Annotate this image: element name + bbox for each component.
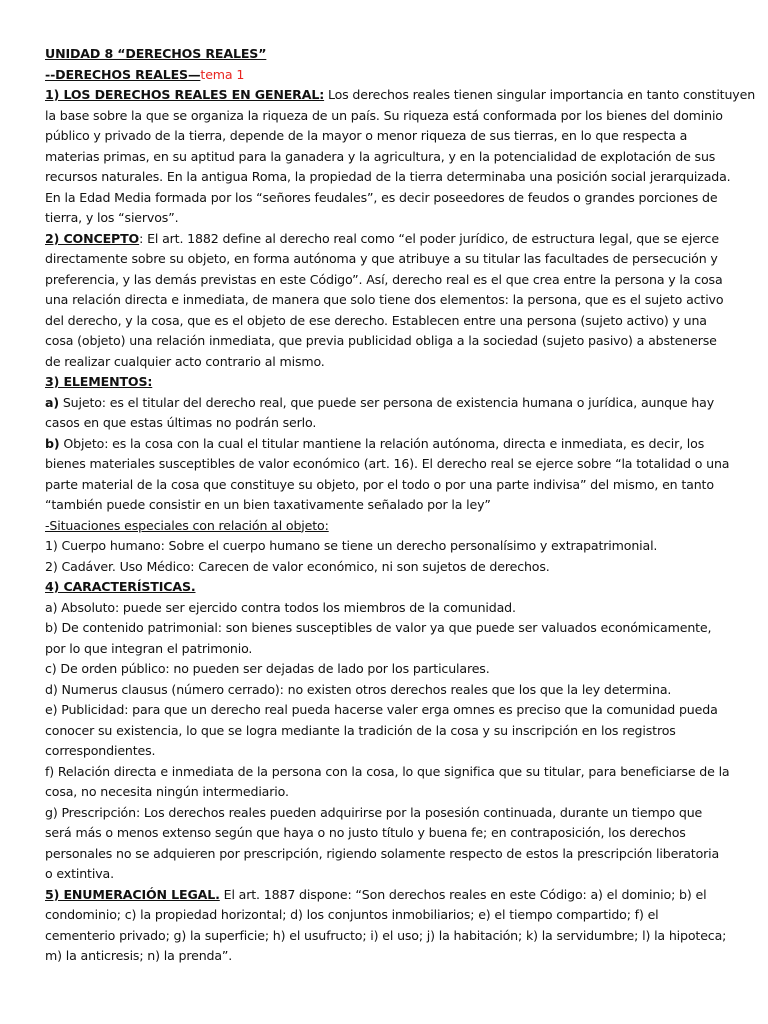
- section-4-heading: 4) CARACTERÍSTICAS.: [45, 579, 196, 594]
- list-item: a) Absoluto: puede ser ejercido contra todos los miembros de la comunidad.: [45, 599, 516, 615]
- list-item: b) De contenido patrimonial: son bienes susceptibles de valor ya que puede ser valuados económicamente,: [45, 620, 712, 635]
- paragraph-line: cosa (objeto) una relación inmediata, que previa publicidad obliga a la sociedad (sujeto pasivo) a abstenerse: [45, 333, 717, 348]
- list-item: f) Relación directa e inmediata de la persona con la cosa, lo que significa que su titular, para beneficiarse de la: [45, 763, 730, 779]
- paragraph-line: En la Edad Media formada por los “señores feudales”, es decir poseedores de feudos o grandes porciones de: [45, 189, 718, 205]
- paragraph-line: directamente sobre su objeto, en forma autónoma y que atribuye a su titular las facultades de persecución y: [45, 251, 718, 266]
- section-1-heading: 1) LOS DERECHOS REALES EN GENERAL:: [45, 87, 325, 102]
- subtitle-note: tema 1: [200, 66, 245, 82]
- list-item: 2) Cadáver. Uso Médico: Carecen de valor económico, ni son sujetos de derechos.: [45, 558, 550, 574]
- paragraph-line: parte material de la cosa que constituye su objeto, por el todo o por una parte indivisa” del mismo, en tanto: [45, 476, 714, 492]
- paragraph-line: por lo que integran el patrimonio.: [45, 640, 253, 656]
- paragraph-line: Objeto: es la cosa con la cual el titular mantiene la relación autónoma, directa e inmediata, es decir, los: [59, 435, 705, 451]
- paragraph-line: : El art. 1882 define al derecho real como “el poder jurídico, de estructura legal, que se ejerce: [139, 230, 719, 246]
- paragraph-line: público y privado de la tierra, depende de la mayor o menor riqueza de sus tierras, en lo que respecta a: [45, 128, 688, 143]
- document-subtitle: [45, 65, 735, 86]
- paragraph-line: será más o menos extenso según que haya o no justo título y buena fe; en contraposición, los derechos: [45, 825, 686, 840]
- list-item: e) Publicidad: para que un derecho real pueda hacerse valer erga omnes es preciso que la comunidad pueda: [45, 702, 718, 717]
- paragraph-line: preferencia, y las demás previstas en este Código”. Así, derecho real es el que crea entre la persona y la cosa: [45, 271, 723, 287]
- paragraph-line: tierra, y los “siervos”.: [45, 210, 179, 225]
- paragraph-line: conocer su existencia, lo que se logra mediante la tradición de la cosa y su inscripción en los registros: [45, 722, 676, 738]
- paragraph-line: del derecho, y la cosa, que es el objeto de ese derecho. Establecen entre una persona (sujeto activo) y una: [45, 312, 707, 328]
- paragraph-line: o extintiva.: [45, 866, 114, 881]
- element-a-first-line: [45, 393, 735, 414]
- paragraph-line: una relación directa e inmediata, de manera que solo tiene dos elementos: la persona, que es el sujeto activo: [45, 292, 724, 307]
- list-item: d) Numerus clausus (número cerrado): no existen otros derechos reales que los que la ley determina.: [45, 681, 672, 697]
- paragraph-line: materias primas, en su aptitud para la ganadera y la agricultura, y en la potencialidad de explotación de sus: [45, 148, 716, 164]
- title-text: UNIDAD 8 “DERECHOS REALES”: [45, 46, 267, 61]
- paragraph-line: casos en que estas últimas no podrán serlo.: [45, 415, 317, 430]
- document-page: [45, 44, 756, 967]
- paragraph-line: Sujeto: es el titular del derecho real, que puede ser persona de existencia humana o jurídica, aunque hay: [58, 394, 715, 410]
- paragraph-line: de realizar cualquier acto contrario al mismo.: [45, 353, 325, 369]
- paragraph-line: condominio; c) la propiedad horizontal; d) los conjuntos inmobiliarios; e) el tiempo compartido; f) el: [45, 907, 659, 922]
- document-title: [45, 44, 735, 65]
- paragraph-line: cosa, no necesita ningún intermediario.: [45, 784, 289, 799]
- paragraph-line: cementerio privado; g) la superficie; h) el usufructo; i) el uso; j) la habitación; k) la servidumbre; l) la hipoteca;: [45, 927, 727, 943]
- list-item: 1) Cuerpo humano: Sobre el cuerpo humano se tiene un derecho personalísimo y extrapatrimonial.: [45, 538, 658, 553]
- section-5-heading: 5) ENUMERACIÓN LEGAL.: [45, 886, 220, 902]
- section-2-first-line: [45, 229, 735, 250]
- section-3-heading-line: [45, 372, 735, 393]
- element-a-label: a): [45, 394, 59, 410]
- paragraph-line: la base sobre la que se organiza la riqueza de un país. Su riqueza está conformada por los bienes del dominio: [45, 107, 723, 123]
- section-1-first-line: [45, 85, 756, 106]
- section-3-heading: 3) ELEMENTOS:: [45, 374, 153, 389]
- section-2-heading: 2) CONCEPTO: [45, 230, 140, 246]
- paragraph-line: Los derechos reales tienen singular importancia en tanto constituyen: [324, 87, 756, 102]
- special-situations-heading-line: [45, 516, 735, 537]
- paragraph-line: personales no se adquieren por prescripción, rigiendo solamente respecto de estos la prescripción liberatoria: [45, 845, 720, 861]
- element-b-first-line: [45, 434, 735, 455]
- section-5-first-line: [45, 885, 735, 906]
- paragraph-line: correspondientes.: [45, 743, 156, 758]
- element-b-label: b): [45, 435, 60, 451]
- paragraph-line: m) la anticresis; n) la prenda”.: [45, 948, 233, 963]
- paragraph-line: recursos naturales. En la antigua Roma, la propiedad de la tierra determinaba una posición social jerarquizada.: [45, 169, 731, 184]
- list-item: g) Prescripción: Los derechos reales pueden adquirirse por la posesión continuada, durante un tiempo que: [45, 804, 703, 820]
- paragraph-line: “también puede consistir en un bien taxativamente señalado por la ley”: [45, 497, 491, 512]
- paragraph-line: El art. 1887 dispone: “Son derechos reales en este Código: a) el dominio; b) el: [219, 886, 707, 902]
- section-4-heading-line: [45, 577, 735, 598]
- special-situations-heading: -Situaciones especiales con relación al objeto:: [45, 517, 329, 533]
- list-item: c) De orden público: no pueden ser dejadas de lado por los particulares.: [45, 661, 490, 676]
- subtitle-text: --DERECHOS REALES—: [45, 66, 201, 82]
- paragraph-line: bienes materiales susceptibles de valor económico (art. 16). El derecho real se ejerce sobre “la totalidad o una: [45, 456, 730, 471]
